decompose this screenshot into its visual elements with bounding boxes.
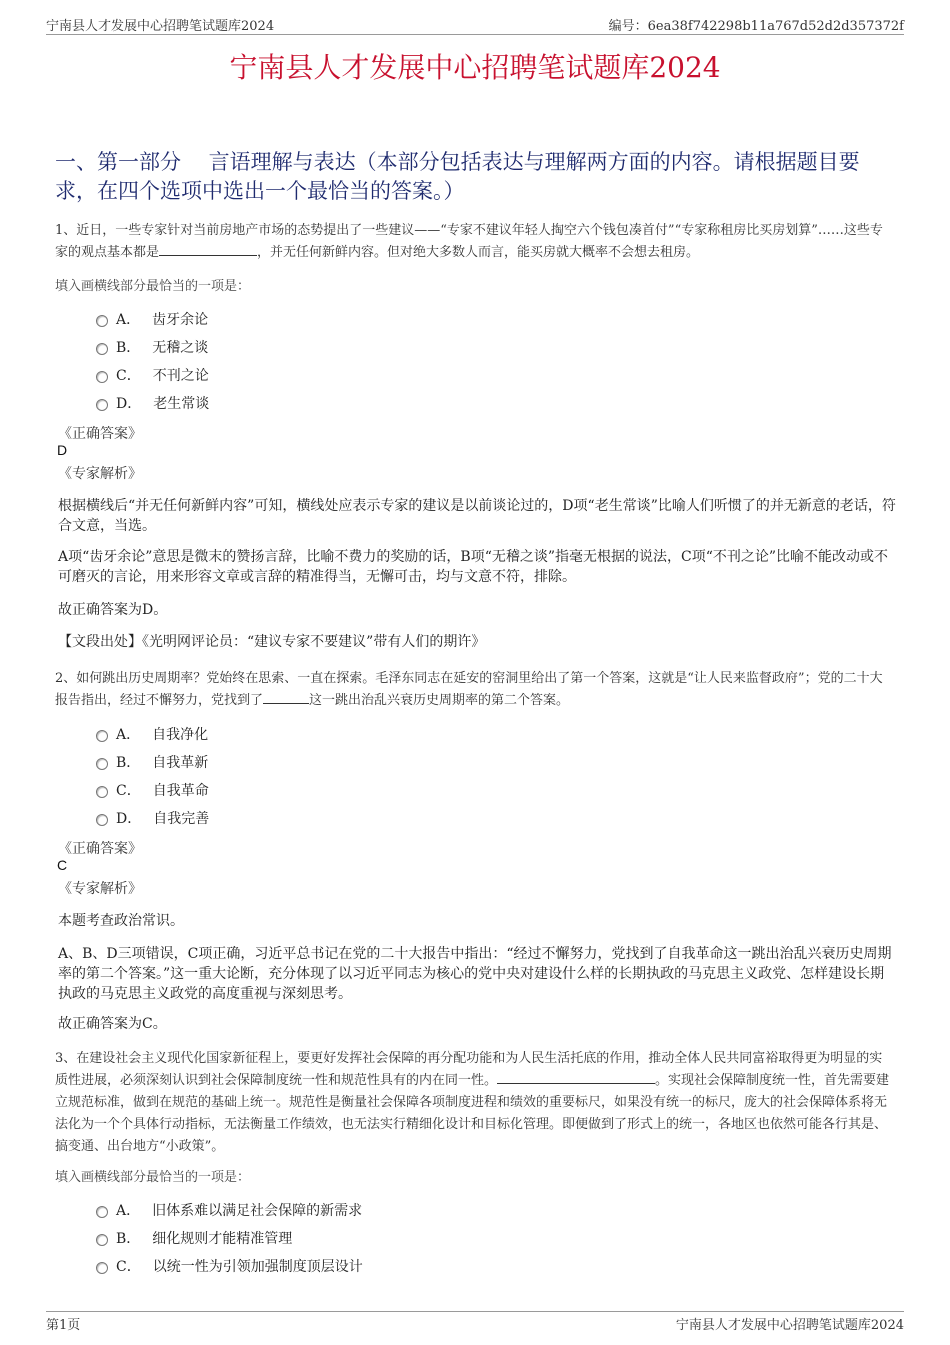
question-3-option-b[interactable]: B． 细化规则才能精准管理 [96,1228,292,1248]
question-3-prompt: 填入画横线部分最恰当的一项是： [55,1170,251,1185]
question-1-analysis-paragraph: 故正确答案为D。 [58,602,168,618]
radio-icon[interactable] [96,1234,108,1246]
header-divider [46,34,904,35]
radio-icon[interactable] [96,315,108,327]
radio-icon[interactable] [96,1262,108,1274]
question-2-option-d[interactable]: D． 自我完善 [96,808,209,828]
question-1-option-b[interactable]: B． 无稽之谈 [96,337,208,357]
question-2-option-a[interactable]: A． 自我净化 [96,724,208,744]
question-3-text-after: 。实现社会保障制度统一性，首先需要建立规范标准，做到在规范的基础上统一。规范性是衡量社会保障各项制度进程和绩效的重要标尺，如果没有统一的标尺，庞大的社会保障体系将无法化为一个个具体行动指标，无法衡量工作绩效，也无法实行精细化设计和目标化管理。即便做到了形式上的统一，各地区也依然可能各行其是、搞变通、出台地方“小政策”。 [55,1073,890,1154]
question-1-text-after: ，并无任何新鲜内容。但对绝大多数人而言，能买房就大概率不会想去租房。 [257,245,700,260]
radio-icon[interactable] [96,399,108,411]
question-3-text-before: 3、在建设社会主义现代化国家新征程上，要更好发挥社会保障的再分配功能和为人民生活托底的作用，推动全体人民共同富裕取得更为明显的实质性进展，必须深刻认识到社会保障制度统一性和规范性具有的内在同一性。 [55,1051,883,1088]
question-1-analysis-label: 《专家解析》 [58,466,142,482]
question-1-option-a[interactable]: A． 齿牙余论 [96,309,208,329]
header-doc-id: 编号：6ea38f742298b11a767d52d2d357372f [608,19,904,34]
page-title: 宁南县人才发展中心招聘笔试题库2024 [229,51,721,84]
question-1-source: 【文段出处】《光明网评论员：“建议专家不要建议”带有人们的期许》 [58,634,486,650]
footer-doc-title: 宁南县人才发展中心招聘笔试题库2024 [675,1318,904,1333]
radio-icon[interactable] [96,814,108,826]
question-1-stem [55,220,895,264]
question-3-option-c[interactable]: C． 以统一性为引领加强制度顶层设计 [96,1256,363,1276]
question-2-option-b[interactable]: B． 自我革新 [96,752,208,772]
question-2-analysis-paragraph: 故正确答案为C。 [58,1016,167,1032]
radio-icon[interactable] [96,343,108,355]
question-2-answer-label: 《正确答案》 [58,841,142,857]
section-heading: 一、第一部分 言语理解与表达（本部分包括表达与理解两方面的内容。请根据题目要求，在四个选项中选出一个最恰当的答案。） [55,150,860,203]
radio-icon[interactable] [96,1206,108,1218]
question-2-analysis-label: 《专家解析》 [58,881,142,897]
footer-divider [46,1311,904,1312]
question-2-analysis-paragraph: A、B、D三项错误，C项正确，习近平总书记在党的二十大报告中指出：“经过不懈努力，党找到了自我革命这一跳出治乱兴衰历史周期率的第二个答案。”这一重大论断，充分体现了以习近平同志为核心的党中央对建设什么样的长期执政的马克思主义政党、怎样建设长期执政的马克思主义政党的高度重视与深刻思考。 [58,946,892,1002]
question-2-blank [263,690,309,704]
question-3-option-a[interactable]: A． 旧体系难以满足社会保障的新需求 [96,1200,362,1220]
header-doc-title: 宁南县人才发展中心招聘笔试题库2024 [46,19,275,34]
question-1-option-c[interactable]: C． 不刊之论 [96,365,209,385]
radio-icon[interactable] [96,730,108,742]
question-2-stem [55,668,895,712]
question-2-option-c[interactable]: C． 自我革命 [96,780,209,800]
radio-icon[interactable] [96,758,108,770]
question-1-analysis-paragraph: 根据横线后“并无任何新鲜内容”可知，横线处应表示专家的建议是以前谈论过的，D项“老生常谈”比喻人们听惯了的并无新意的老话，符合文意，当选。 [58,498,896,534]
page-number: 第1页 [46,1318,81,1333]
question-1-answer: D [57,442,68,458]
question-2-text-before: 2、如何跳出历史周期率？党始终在思索、一直在探索。毛泽东同志在延安的窑洞里给出了第一个答案，这就是“让人民来监督政府”；党的二十大报告指出，经过不懈努力，党找到了 [55,671,883,708]
question-2-text-after: 这一跳出治乱兴衰历史周期率的第二个答案。 [309,693,570,708]
question-1-prompt: 填入画横线部分最恰当的一项是： [55,279,251,294]
question-2-analysis-paragraph: 本题考查政治常识。 [58,913,184,929]
radio-icon[interactable] [96,786,108,798]
question-1-analysis-paragraph: A项“齿牙余论”意思是微末的赞扬言辞，比喻不费力的奖励的话，B项“无稽之谈”指毫无根据的说法，C项“不刊之论”比喻不能改动或不可磨灭的言论，用来形容文章或言辞的精准得当，无懈可击，均与文意不符，排除。 [58,549,889,585]
question-1-text-before: 1、近日，一些专家针对当前房地产市场的态势提出了一些建议——“专家不建议年轻人掏空六个钱包凑首付”“专家称租房比买房划算”……这些专家的观点基本都是 [55,223,883,260]
question-1-answer-label: 《正确答案》 [58,426,142,442]
question-3-blank [497,1070,655,1084]
question-1-blank [159,242,257,256]
question-2-answer: C [57,857,68,873]
question-3-stem [55,1048,895,1158]
radio-icon[interactable] [96,371,108,383]
question-1-option-d[interactable]: D． 老生常谈 [96,393,209,413]
